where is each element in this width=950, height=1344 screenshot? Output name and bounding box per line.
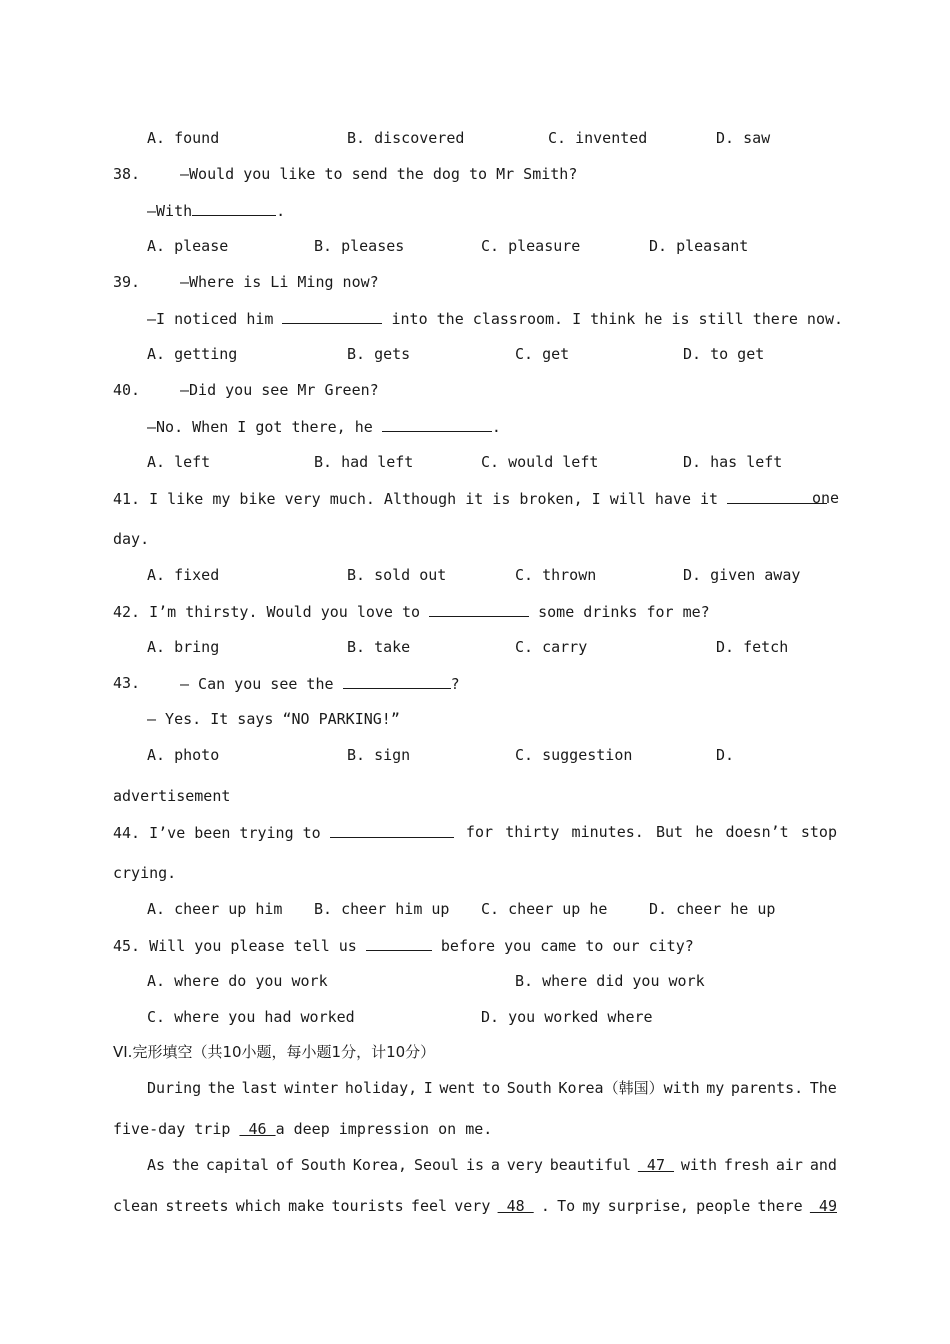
q43-option-d-cont: advertisement: [113, 787, 231, 805]
q40-option-b: B. had left: [314, 453, 414, 471]
passage-word: The: [809, 1079, 837, 1097]
q41-question: 41. I like my bike very much. Although it is broken, I will have it: [113, 488, 827, 509]
passage-word: my: [582, 1197, 601, 1215]
passage-word: the: [207, 1079, 235, 1097]
q43-number: 43.: [113, 674, 141, 692]
section-title: VI.完形填空（共10小题，每小题1分，计10分）: [113, 1043, 436, 1061]
q38-answer: —With .: [147, 202, 286, 220]
q45-option-c: C. where you had worked: [147, 1008, 355, 1026]
q39-number: 39.: [113, 273, 141, 291]
q45-option-d: D. you worked where: [481, 1008, 653, 1026]
q41-option-d: D. given away: [683, 566, 801, 584]
q40-option-a: A. left: [147, 453, 211, 471]
q43-option-a: A. photo: [147, 746, 220, 764]
passage-word: streets: [165, 1197, 229, 1215]
passage-word: capital: [205, 1156, 270, 1174]
q40-number: 40.: [113, 381, 141, 399]
q38-option-d: D. pleasant: [649, 237, 749, 255]
q41-question-cont: day.: [113, 530, 150, 548]
q42-question: 42. I’m thirsty. Would you love to some drinks for me?: [113, 603, 710, 621]
q41-option-a: A. fixed: [147, 566, 220, 584]
q44-option-a: A. cheer up him: [147, 900, 283, 918]
q37-option-c: C. invented: [548, 129, 648, 147]
q37-option-b: B. discovered: [347, 129, 465, 147]
q42-option-a: A. bring: [147, 638, 220, 656]
passage-word: is: [465, 1156, 485, 1174]
q45-blank: [366, 935, 432, 951]
q41-option-b: B. sold out: [347, 566, 447, 584]
passage-word: I: [423, 1079, 433, 1097]
q38-blank: [192, 200, 276, 216]
q42-blank: [429, 601, 529, 617]
q41-question-end: one: [812, 489, 840, 507]
q40-option-d: D. has left: [683, 453, 783, 471]
q42-option-b: B. take: [347, 638, 411, 656]
passage-word: To: [557, 1197, 576, 1215]
q40-answer: —No. When I got there, he .: [147, 418, 501, 436]
passage-word: beautiful: [549, 1156, 632, 1174]
q40-blank: [382, 416, 492, 432]
passage-word: Seoul: [413, 1156, 460, 1174]
passage-word: holiday,: [344, 1079, 418, 1097]
q40-question: —Did you see Mr Green?: [180, 381, 379, 399]
q37-option-d: D. saw: [716, 129, 771, 147]
q44-option-b: B. cheer him up: [314, 900, 450, 918]
q44-question: 44. I’ve been trying to for thirty minutes. But he doesn’t stop: [113, 823, 837, 842]
passage-word: surprise,: [607, 1197, 689, 1215]
passage-word: went: [439, 1079, 476, 1097]
passage-word: fresh: [723, 1156, 770, 1174]
q39-option-c: C. get: [515, 345, 570, 363]
passage-word: my: [706, 1079, 725, 1097]
passage-word: .: [540, 1197, 550, 1215]
blank-47: 47: [637, 1156, 675, 1174]
passage-word: very: [454, 1197, 491, 1215]
passage-word: South: [300, 1156, 347, 1174]
q42-option-d: D. fetch: [716, 638, 789, 656]
q45-option-a: A. where do you work: [147, 972, 328, 990]
passage-word: with: [680, 1156, 717, 1174]
q41-option-c: C. thrown: [515, 566, 597, 584]
q44-option-c: C. cheer up he: [481, 900, 608, 918]
q38-option-a: A. please: [147, 237, 229, 255]
passage-word: Korea（韩国）with: [558, 1079, 700, 1097]
passage-word: which: [235, 1197, 281, 1215]
passage-word: the: [171, 1156, 200, 1174]
passage-word: tourists: [331, 1197, 404, 1215]
q39-option-d: D. to get: [683, 345, 765, 363]
blank-46: 46: [239, 1120, 276, 1138]
passage-p1-line1: [147, 1078, 837, 1098]
q43-option-d: D.: [716, 746, 735, 764]
passage-word: feel: [410, 1197, 448, 1215]
q38-question: —Would you like to send the dog to Mr Smith?: [180, 165, 578, 183]
q44-question-cont: crying.: [113, 864, 177, 882]
q37-option-a: A. found: [147, 129, 220, 147]
blank-49: 49: [809, 1197, 837, 1215]
q39-option-a: A. getting: [147, 345, 238, 363]
q44-blank: [330, 822, 454, 838]
passage-word: very: [506, 1156, 543, 1174]
passage-word: South: [506, 1079, 552, 1097]
q38-option-c: C. pleasure: [481, 237, 581, 255]
passage-word: last: [241, 1079, 278, 1097]
passage-p2-line2: [113, 1196, 837, 1216]
passage-word: to: [482, 1079, 501, 1097]
q43-answer: — Yes. It says “NO PARKING!”: [147, 710, 400, 728]
q40-option-c: C. would left: [481, 453, 599, 471]
q39-blank: [282, 308, 382, 324]
passage-word: parents.: [730, 1079, 804, 1097]
passage-word: As: [147, 1156, 166, 1174]
passage-word: of: [275, 1156, 295, 1174]
q38-option-b: B. pleases: [314, 237, 405, 255]
q43-option-b: B. sign: [347, 746, 411, 764]
blank-48: 48: [497, 1197, 534, 1215]
q38-number: 38.: [113, 165, 141, 183]
q42-option-c: C. carry: [515, 638, 588, 656]
passage-word: air: [775, 1156, 803, 1174]
passage-p1-line2: five-day trip 46 a deep impression on me.: [113, 1120, 493, 1138]
passage-word: and: [809, 1156, 837, 1174]
q43-option-c: C. suggestion: [515, 746, 633, 764]
q43-question: — Can you see the ?: [180, 675, 460, 693]
q39-question: —Where is Li Ming now?: [180, 273, 379, 291]
passage-word: During: [147, 1079, 202, 1097]
q44-option-d: D. cheer he up: [649, 900, 776, 918]
q45-question: 45. Will you please tell us before you came to our city?: [113, 937, 694, 955]
passage-word: winter: [284, 1079, 339, 1097]
q39-option-b: B. gets: [347, 345, 411, 363]
passage-word: a: [490, 1156, 500, 1174]
passage-word: people: [696, 1197, 751, 1215]
q45-option-b: B. where did you work: [515, 972, 705, 990]
q39-answer: —I noticed him into the classroom. I think he is still there now.: [147, 310, 844, 328]
passage-word: Korea,: [352, 1156, 408, 1174]
q43-blank: [343, 673, 451, 689]
passage-word: make: [288, 1197, 325, 1215]
passage-word: clean: [113, 1197, 159, 1215]
passage-p2-line1: [147, 1155, 837, 1175]
passage-word: there: [757, 1197, 803, 1215]
